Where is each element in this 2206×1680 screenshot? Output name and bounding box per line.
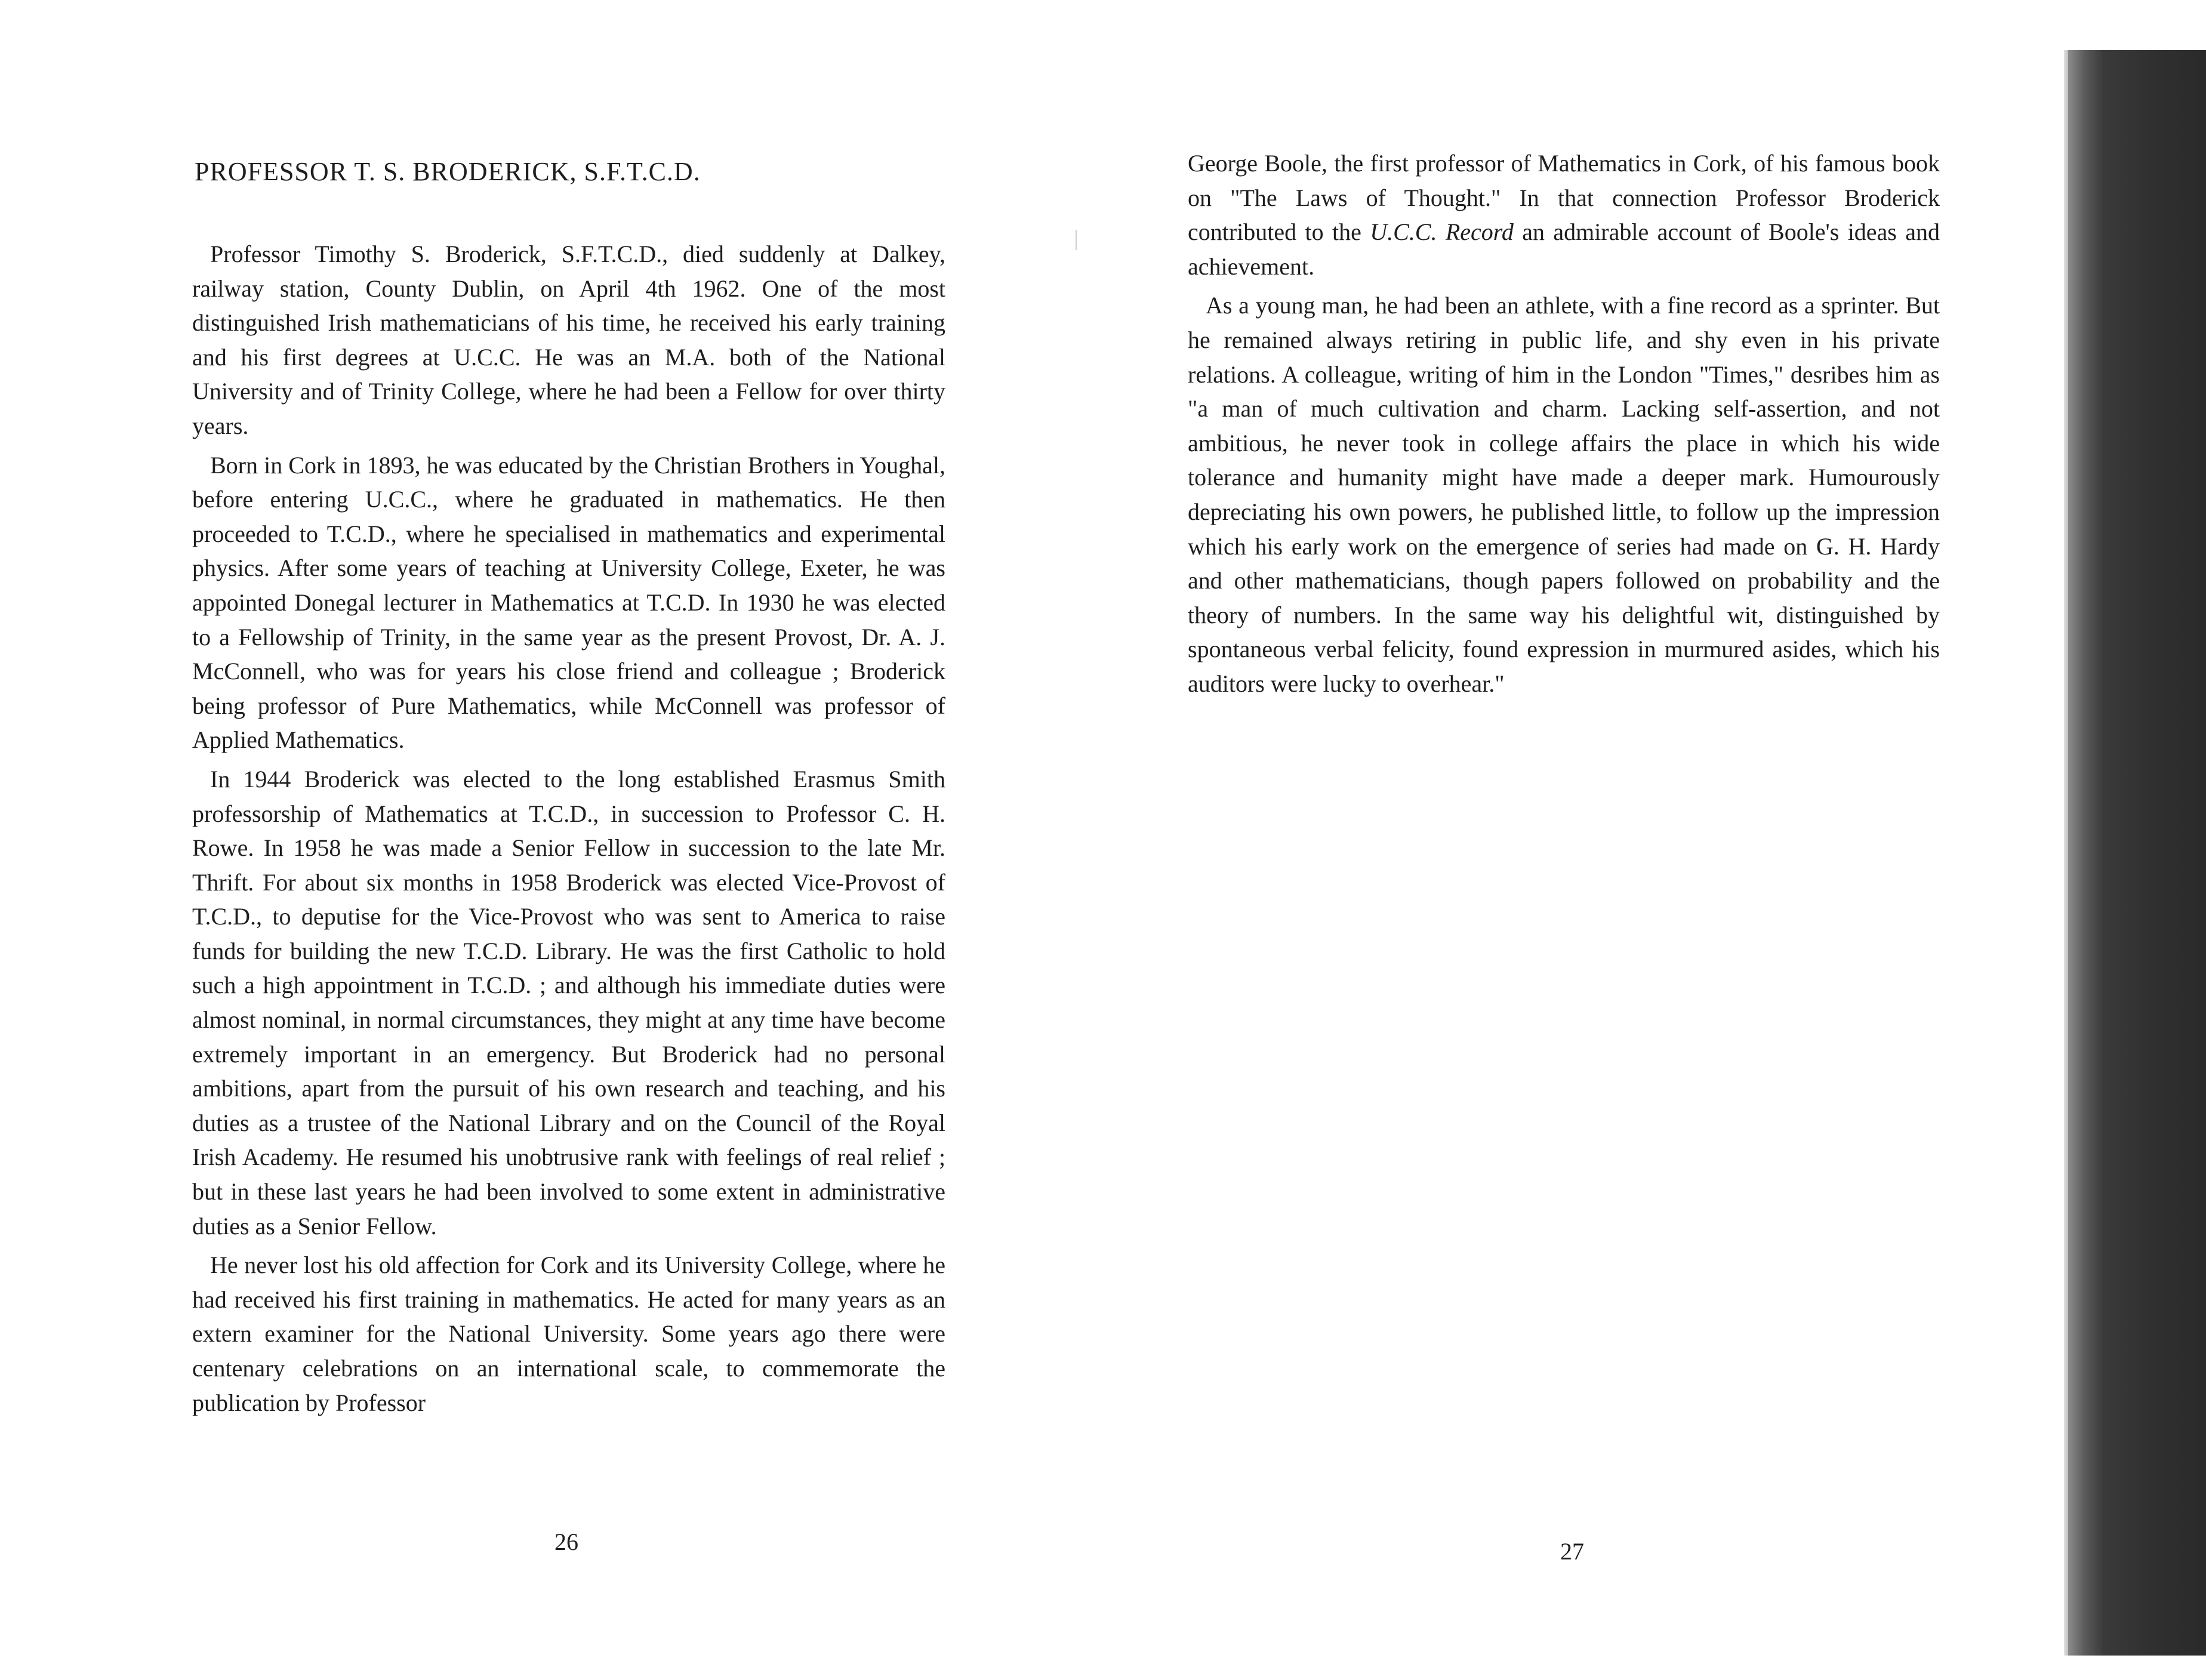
page-number-left: 26 — [554, 1528, 578, 1555]
left-page — [192, 156, 945, 1425]
obituary-heading: PROFESSOR T. S. BRODERICK, S.F.T.C.D. — [195, 157, 701, 186]
right-page — [1188, 146, 1940, 706]
left-paragraph-3: In 1944 Broderick was elected to the long established Erasmus Smith professorship of Mathematics at T.C.D., in succession to Professor C. H. Rowe. In 1958 he was made a Senior Fellow in succession to the late Mr. Thrift. For about six months in 1958 Broderick was elected Vice-Provost of T.C.D., to deputise for the Vice-Provost who was sent to America to raise funds for building the new T.C.D. Library. He was the first Catholic to hold such a high appointment in T.C.D. ; and although his immediate duties were almost nominal, in normal circumstances, they might at any time have become extremely important in an emergency. But Broderick had no personal ambitions, apart from the pursuit of his own research and teaching, and his duties as a trustee of the National Library and on the Council of the Royal Irish Academy. He resumed his unobtrusive rank with feelings of real relief ; but in these last years he had been involved to some extent in administrative duties as a Senior Fellow. — [192, 765, 945, 1240]
right-paragraph-2: As a young man, he had been an athlete, with a fine record as a sprinter. But he remained always retiring in public life, and shy even in his private relations. A colleague, writing of him in the London "Times," desribes him as "a man of much cultivation and charm. Lacking self-assertion, and not ambitious, he never took in college affairs the place in which his wide tolerance and humanity might have made a deeper mark. Humourously depreciating his own powers, he published little, to follow up the impression which his early work on the emergence of series had made on G. H. Hardy and other mathematicians, though papers followed on probability and the theory of numbers. In the same way his delightful wit, distinguished by spontaneous verbal felicity, found expression in murmured asides, which his auditors were lucky to overhear." — [1188, 292, 1940, 697]
left-paragraph-4: He never lost his old affection for Cork and its University College, where he had received his first training in mathematics. He acted for many years as an extern examiner for the National University. Some years ago there were centenary celebrations on an international scale, to commemorate the publication by Professor — [192, 1251, 945, 1416]
record-title: U.C.C. Record — [1370, 218, 1514, 246]
right-paragraph-1-end: an admirable account of Boole's ideas and achievement. — [1188, 218, 1940, 280]
right-paragraph-1 — [1188, 146, 1940, 283]
left-paragraph-2: Born in Cork in 1893, he was educated by the Christian Brothers in Youghal, before entering U.C.C., where he graduated in mathematics. He then proceeded to T.C.D., where he specialised in mathematics and experimental physics. After some years of teaching at University College, Exeter, he was appointed Donegal lecturer in Mathematics at T.C.D. In 1930 he was elected to a Fellowship of Trinity, in the same year as the present Provost, Dr. A. J. McConnell, who was for years his close friend and colleague ; Broderick being professor of Pure Mathematics, while McConnell was professor of Applied Mathematics. — [192, 451, 945, 754]
right-paragraph-1-start: George Boole, the first professor of Mathematics in Cork, of his famous book on "The Laws of Thought." In that connection Professor Broderick contributed to the — [1188, 150, 1940, 246]
left-paragraph-1: Professor Timothy S. Broderick, S.F.T.C.D., died suddenly at Dalkey, railway station, County Dublin, on April 4th 1962. One of the most distinguished Irish mathematicians of his time, he received his early training and his first degrees at U.C.C. He was an M.A. both of the National University and of Trinity College, where he had been a Fellow for over thirty years. — [192, 241, 945, 439]
book-spine — [2068, 50, 2206, 1656]
gutter-mark — [1076, 230, 1077, 250]
page-number-right: 27 — [1560, 1538, 1584, 1565]
